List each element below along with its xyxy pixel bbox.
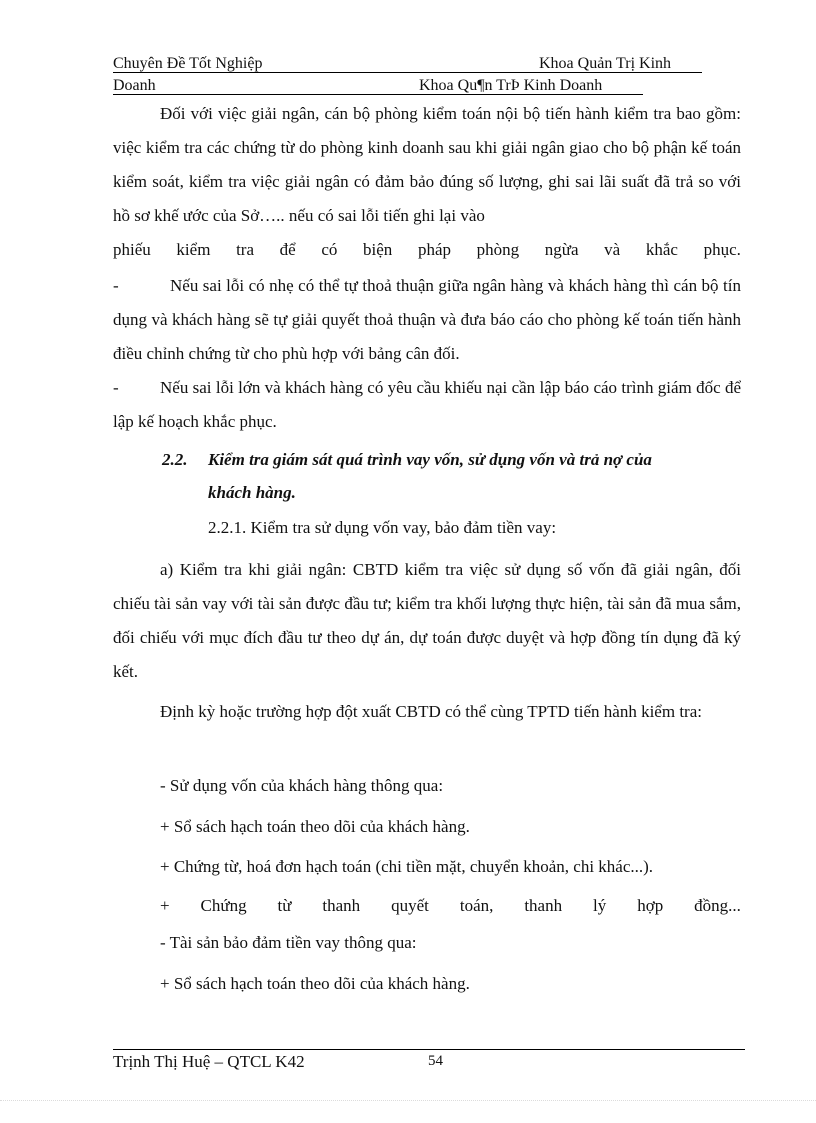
line-capital-usage: - Sử dụng vốn của khách hàng thông qua: xyxy=(160,776,444,795)
bullet-major-error xyxy=(113,371,741,439)
paragraph-periodic-check: Định kỳ hoặc trường hợp đột xuất CBTD có thể cùng TPTD tiến hành kiểm tra: xyxy=(160,702,702,721)
section-title-line1: Kiểm tra giám sát quá trình vay vốn, sử dụng vốn và trả nợ của xyxy=(208,450,652,469)
line-accounting-books-2: + Sổ sách hạch toán theo dõi của khách hàng. xyxy=(160,974,470,993)
dash-marker: - xyxy=(113,276,119,295)
header-underline-1 xyxy=(113,72,702,73)
line-settlement-docs xyxy=(160,889,741,923)
word: pháp xyxy=(417,240,451,259)
word: phục. xyxy=(703,240,741,259)
word: từ xyxy=(277,896,292,915)
header-underline-2 xyxy=(113,94,643,95)
word: khắc xyxy=(645,240,678,259)
word: để xyxy=(279,240,296,259)
bullet-major-error-text: Nếu sai lỗi lớn và khách hàng có yêu cầu khiếu nại cần lập báo cáo trình giám đốc để lập kế hoạch khắc phục. xyxy=(113,378,741,431)
header-right-line1: Khoa Quản Trị Kinh xyxy=(539,55,672,72)
page-bottom-divider xyxy=(0,1100,816,1101)
word: tra xyxy=(236,240,254,259)
word: + xyxy=(160,896,170,915)
paragraph-check-disbursement: a) Kiểm tra khi giải ngân: CBTD kiểm tra việc sử dụng số vốn đã giải ngân, đối chiếu tài sản vay với tài sản được đầu tư; kiểm tra khối lượng thực hiện, tài sản đã mua sắm, đối chiếu với mục đích đầu tư theo dự án, dự toán được duyệt và hợp đồng tín dụng đã ký kết. xyxy=(113,560,741,681)
line-collateral: - Tài sản bảo đảm tiền vay thông qua: xyxy=(160,933,417,952)
section-number: 2.2. xyxy=(162,450,188,469)
word: hợp xyxy=(637,896,664,915)
section-title-line2: khách hàng. xyxy=(208,483,296,502)
header-left-line2: Doanh xyxy=(113,77,156,94)
header-left-line1: Chuyên Đề Tốt Nghiệp xyxy=(113,55,263,72)
footer-rule xyxy=(113,1049,745,1050)
word: phòng xyxy=(476,240,520,259)
word: lý xyxy=(593,896,607,915)
word: kiểm xyxy=(176,240,211,259)
word: và xyxy=(604,240,621,259)
paragraph-audit-last-line xyxy=(113,233,741,267)
subsection-number: 2.2.1. xyxy=(208,518,247,537)
subsection-heading xyxy=(208,511,556,545)
paragraph-audit-disbursement: Đối với việc giải ngân, cán bộ phòng kiểm toán nội bộ tiến hành kiểm tra bao gồm: việc kiểm tra các chứng từ do phòng kinh doanh sau khi giải ngân giao cho bộ phận kế toán kiểm soát, kiểm tra việc giải ngân có đảm bảo đúng số lượng, ghi sai lãi suất đã trả so với hồ sơ khế ước của Sở….. nếu có sai lỗi tiến ghi lại vào xyxy=(113,104,741,225)
word: quyết xyxy=(391,896,429,915)
word: đồng... xyxy=(694,896,741,915)
word: Chứng xyxy=(200,896,247,915)
bullet-minor-error-text: Nếu sai lỗi có nhẹ có thể tự thoả thuận giữa ngân hàng và khách hàng thì cán bộ tín dụng và khách hàng sẽ tự giải quyết thoả thuận và đưa báo cáo cho phòng kế toán tiến hành điều chỉnh chứng từ cho phù hợp với bảng cân đối. xyxy=(113,276,741,363)
word: biện xyxy=(363,240,393,259)
subsection-title: Kiểm tra sử dụng vốn vay, bảo đảm tiền vay: xyxy=(250,518,557,537)
header-right-line2: Khoa Qu¶n TrÞ Kinh Doanh xyxy=(419,77,603,94)
word: có xyxy=(321,240,338,259)
bullet-minor-error xyxy=(113,269,741,371)
footer-page-number: 54 xyxy=(428,1053,443,1069)
word: phiếu xyxy=(113,240,151,259)
line-invoices: + Chứng từ, hoá đơn hạch toán (chi tiền mặt, chuyển khoản, chi khác...). xyxy=(160,857,654,876)
word: thanh xyxy=(524,896,563,915)
dash-marker: - xyxy=(113,378,119,397)
word: ngừa xyxy=(544,240,579,259)
footer-author: Trịnh Thị Huệ – QTCL K42 xyxy=(113,1052,305,1071)
word: toán, xyxy=(459,896,494,915)
word: thanh xyxy=(322,896,361,915)
line-accounting-books: + Sổ sách hạch toán theo dõi của khách hàng. xyxy=(160,817,470,836)
